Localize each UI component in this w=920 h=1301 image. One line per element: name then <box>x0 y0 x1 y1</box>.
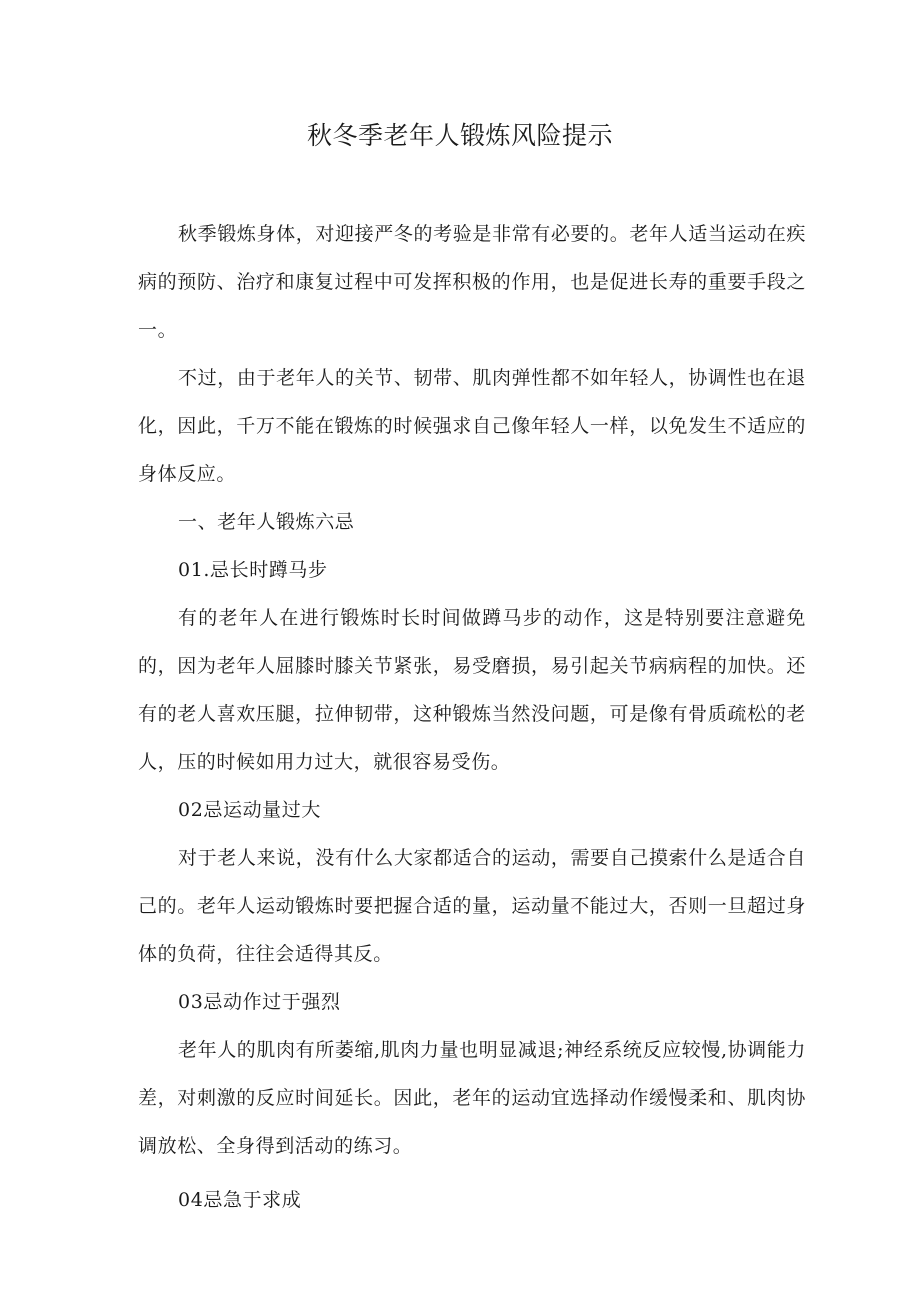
section-heading: 一、老年人锻炼六忌 <box>178 511 355 533</box>
item-heading-01: 01.忌长时蹲马步 <box>178 559 328 581</box>
item-body-03: 老年人的肌肉有所萎缩,肌肉力量也明显减退;神经系统反应较慢,协调能力差，对刺激的反应时间延长。因此，老年的运动宜选择动作缓慢柔和、肌肉协调放松、全身得到活动的练习。 <box>138 1039 806 1157</box>
document-title: 秋冬季老年人锻炼风险提示 <box>306 121 613 150</box>
document-body <box>138 210 806 1224</box>
item-heading-02: 02忌运动量过大 <box>178 799 321 821</box>
intro-paragraph-2: 不过，由于老年人的关节、韧带、肌肉弹性都不如年轻人，协调性也在退化，因此，千万不能在锻炼的时候强求自己像年轻人一样，以免发生不适应的身体反应。 <box>138 367 806 485</box>
item-heading-04: 04忌急于求成 <box>178 1189 302 1211</box>
item-body-02: 对于老人来说，没有什么大家都适合的运动，需要自己摸索什么是适合自己的。老年人运动锻炼时要把握合适的量，运动量不能过大，否则一旦超过身体的负荷，往往会适得其反。 <box>138 847 806 965</box>
item-heading-03: 03忌动作过于强烈 <box>178 991 341 1013</box>
item-body-01: 有的老年人在进行锻炼时长时间做蹲马步的动作，这是特别要注意避免的，因为老年人屈膝时膝关节紧张，易受磨损，易引起关节病病程的加快。还有的老人喜欢压腿，拉伸韧带，这种锻炼当然没问题，可是像有骨质疏松的老人，压的时候如用力过大，就很容易受伤。 <box>138 607 806 773</box>
intro-paragraph-1: 秋季锻炼身体，对迎接严冬的考验是非常有必要的。老年人适当运动在疾病的预防、治疗和康复过程中可发挥积极的作用，也是促进长寿的重要手段之一。 <box>138 223 806 341</box>
